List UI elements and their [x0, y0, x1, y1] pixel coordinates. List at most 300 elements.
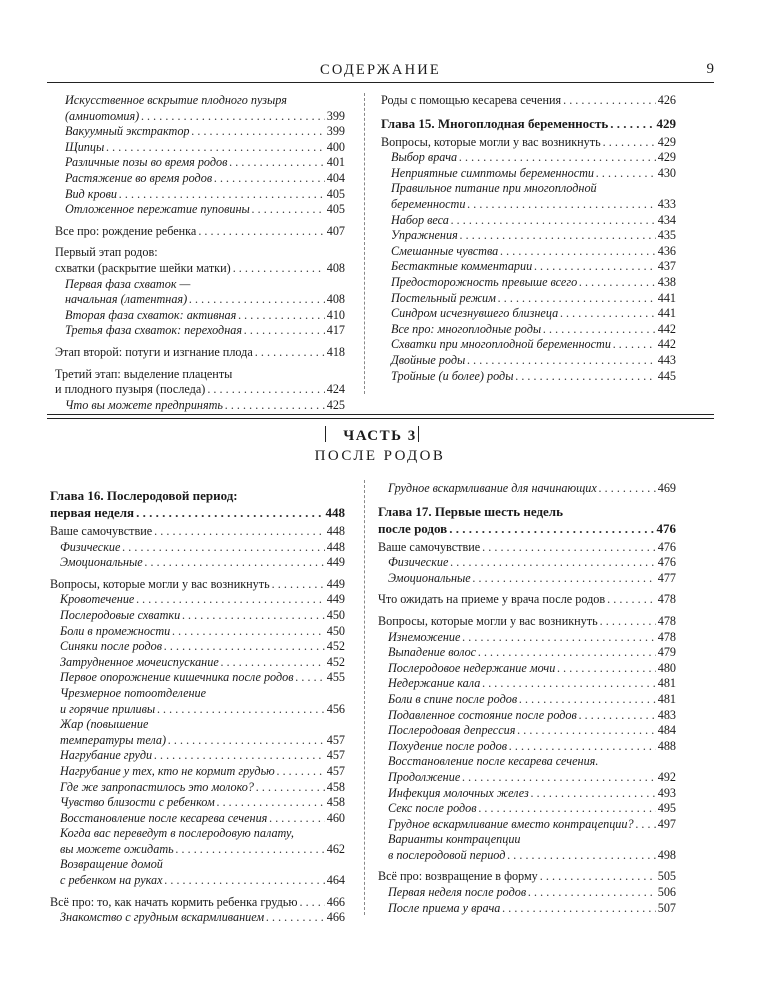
toc-entry-title: Жар (повышение: [60, 717, 149, 732]
dot-leader: [498, 291, 656, 307]
toc-page-number: 484: [657, 723, 676, 738]
dot-leader: [451, 213, 656, 229]
dot-leader: [540, 869, 656, 885]
toc-entry: [55, 187, 345, 203]
toc-page-number: 442: [657, 337, 676, 352]
dot-leader: [269, 811, 324, 827]
toc-entry: [381, 322, 676, 338]
toc-entry-title: Послеродовые схватки: [60, 607, 181, 622]
toc-page-number: 405: [326, 186, 345, 201]
dot-leader: [256, 780, 325, 796]
toc-entry-title: Возвращение домой: [60, 857, 163, 872]
toc-entry-title: Бестактные комментарии: [391, 259, 533, 274]
toc-page-number: 466: [326, 910, 345, 925]
toc-entry-title: Изнеможение: [388, 629, 461, 644]
toc-page-number: 435: [657, 228, 676, 243]
toc-entry: [50, 895, 345, 911]
toc-column-top-left: [55, 93, 345, 413]
dot-leader: [244, 323, 325, 339]
toc-page-number: 506: [657, 885, 676, 900]
toc-entry: [55, 308, 345, 324]
toc-entry: [381, 259, 676, 275]
toc-entry-title: Все про: многоплодные роды: [391, 321, 542, 336]
toc-entry: [55, 171, 345, 187]
toc-entry: [55, 140, 345, 156]
dot-leader: [164, 639, 325, 655]
toc-entry: [50, 639, 345, 655]
toc-entry-title-cont: в послеродовой период: [388, 847, 506, 862]
toc-entry-title: Синяки после родов: [60, 639, 163, 654]
dot-leader: [502, 901, 655, 917]
toc-page-number: 442: [657, 321, 676, 336]
toc-chapter-heading: [381, 115, 676, 132]
toc-page-number: 477: [657, 570, 676, 585]
toc-page-number: 464: [326, 873, 345, 888]
part-rule-thin: [47, 418, 714, 419]
toc-entry: [381, 275, 676, 291]
toc-entry-title: Варианты контрацепции: [388, 832, 521, 847]
dot-leader: [225, 398, 325, 414]
toc-entry: [381, 93, 676, 109]
toc-entry: [381, 353, 676, 369]
toc-entry-title: Чрезмерное потоотделение: [60, 685, 207, 700]
dot-leader: [607, 592, 656, 608]
dot-leader: [462, 630, 655, 646]
toc-entry-title: Щипцы: [65, 139, 105, 154]
toc-entry-title: Вопросы, которые могли у вас возникнуть: [50, 576, 270, 591]
toc-entry-title: После приема у врача: [388, 900, 501, 915]
toc-entry: [378, 754, 676, 785]
toc-entry-title: Все про: рождение ребенка: [55, 223, 197, 238]
toc-entry-title: Глава 15. Многоплодная беременность: [381, 115, 609, 131]
toc-entry: [378, 630, 676, 646]
toc-entry-title: Подавленное состояние после родов: [388, 707, 577, 722]
toc-entry: [378, 885, 676, 901]
toc-entry: [55, 224, 345, 240]
toc-entry: [378, 708, 676, 724]
toc-page-number: 430: [657, 165, 676, 180]
toc-entry: [55, 323, 345, 339]
toc-entry: [50, 811, 345, 827]
toc-entry: [381, 291, 676, 307]
dot-leader: [299, 895, 324, 911]
toc-entry-title: Роды с помощью кесарева сечения: [381, 93, 562, 107]
toc-entry: [378, 869, 676, 885]
toc-entry-title: Что вы можете предпринять: [65, 397, 223, 412]
toc-entry: [378, 676, 676, 692]
toc-entry: [381, 135, 676, 151]
dot-leader: [154, 524, 325, 540]
toc-page-number: 449: [326, 592, 345, 607]
part-rule-thick: [47, 414, 714, 415]
dot-leader: [543, 322, 656, 338]
dot-leader: [462, 770, 655, 786]
toc-entry-title: Эмоциональные: [388, 570, 471, 585]
toc-page-number: 457: [326, 748, 345, 763]
dot-leader: [189, 292, 325, 308]
toc-page-number: 436: [657, 243, 676, 258]
toc-page-number: 450: [326, 607, 345, 622]
dot-leader: [596, 166, 656, 182]
toc-entry-title: Первая фаза схваток —: [65, 276, 191, 291]
toc-entry-title-cont: первая неделя: [50, 505, 135, 520]
toc-entry-title: Предосторожность превыше всего: [391, 274, 578, 289]
toc-page-number: 481: [657, 676, 676, 691]
toc-entry: [50, 857, 345, 888]
toc-page-number: 408: [326, 292, 345, 307]
dot-leader: [266, 910, 325, 926]
toc-page-number: 452: [326, 639, 345, 654]
page-header: [47, 58, 714, 82]
toc-page-number: 457: [326, 732, 345, 747]
toc-entry-title: Похудение после родов: [388, 738, 508, 753]
dot-leader: [145, 555, 325, 571]
toc-entry: [50, 780, 345, 796]
dot-leader: [119, 187, 325, 203]
toc-entry-title: Что ожидать на приеме у врача после родов: [378, 592, 606, 607]
dot-leader: [509, 739, 656, 755]
toc-entry-title-cont: после родов: [378, 520, 448, 536]
toc-entry-title: Ваше самочувствие: [378, 539, 481, 554]
dot-leader: [459, 150, 656, 166]
toc-entry: [378, 801, 676, 817]
toc-page-number: 497: [657, 816, 676, 831]
toc-entry: [50, 608, 345, 624]
toc-page-number: 417: [326, 323, 345, 338]
dot-leader: [255, 345, 325, 361]
toc-page-number: 476: [657, 555, 676, 570]
toc-entry: [378, 692, 676, 708]
toc-entry-title: Всё про: то, как начать кормить ребенка грудью: [50, 894, 298, 909]
dot-leader: [560, 306, 656, 322]
toc-entry-title: Правильное питание при многоплодной: [391, 181, 597, 196]
toc-entry-title: Двойные роды: [391, 352, 466, 367]
toc-page-number: 429: [657, 134, 676, 149]
dot-leader: [136, 504, 323, 521]
toc-entry-title: Послеродовая депрессия: [388, 723, 516, 738]
toc-entry: [378, 555, 676, 571]
toc-entry: [378, 832, 676, 863]
toc-entry-title: Растяжение во время родов: [65, 170, 213, 185]
toc-entry-title: Недержание кала: [388, 676, 481, 691]
toc-entry-title: Ваше самочувствие: [50, 524, 153, 538]
toc-page-number: 483: [657, 707, 676, 722]
toc-entry-title: Третья фаза схваток: переходная: [65, 323, 243, 338]
toc-entry-title-cont: начальная (латентная): [65, 292, 188, 307]
toc-page-number: 478: [657, 613, 676, 628]
toc-page-number: 401: [326, 155, 345, 170]
toc-entry-title-cont: вы можете ожидать: [60, 841, 174, 856]
dot-leader: [122, 540, 324, 556]
toc-page-number: 492: [657, 769, 676, 784]
toc-page-number: 455: [326, 670, 345, 685]
dot-leader: [473, 571, 656, 587]
part-number: ЧАСТЬ 3: [343, 428, 417, 444]
toc-entry: [378, 723, 676, 739]
toc-page-number: 478: [657, 629, 676, 644]
toc-page-number: 466: [326, 894, 345, 909]
toc-entry: [50, 524, 345, 540]
dot-leader: [207, 382, 324, 398]
toc-page-number: 476: [657, 539, 676, 554]
toc-entry-title-cont: Продолжение: [388, 769, 461, 784]
toc-entry: [50, 592, 345, 608]
toc-entry: [50, 826, 345, 857]
dot-leader: [106, 140, 324, 156]
toc-page-number: 399: [326, 124, 345, 139]
dot-leader: [449, 520, 654, 537]
running-title: СОДЕРЖАНИЕ: [320, 62, 441, 78]
column-divider: [364, 93, 365, 394]
dot-leader: [515, 369, 655, 385]
toc-entry-title: Восстановление после кесарева сечения: [60, 810, 268, 825]
dot-leader: [450, 555, 655, 571]
toc-column-bottom-left: [50, 481, 345, 926]
dot-leader: [277, 764, 325, 780]
toc-page-number: 458: [326, 795, 345, 810]
toc-entry: [381, 337, 676, 353]
toc-entry: [55, 124, 345, 140]
toc-page-number: 404: [326, 170, 345, 185]
toc-entry: [50, 577, 345, 593]
dot-leader: [460, 228, 656, 244]
dot-leader: [217, 795, 325, 811]
toc-entry-title: Глава 16. Послеродовой период:: [50, 488, 238, 503]
toc-entry: [50, 795, 345, 811]
toc-page-number: 433: [657, 196, 676, 211]
column-divider: [364, 480, 365, 915]
toc-entry-title: Искусственное вскрытие плодного пузыря: [65, 93, 287, 107]
toc-entry: [50, 748, 345, 764]
toc-entry-title-cont: и плодного пузыря (последа): [55, 382, 206, 397]
toc-page-number: 507: [657, 900, 676, 915]
toc-entry-title: Всё про: возвращение в форму: [378, 869, 538, 884]
toc-page-number: 449: [326, 555, 345, 570]
toc-entry: [50, 555, 345, 571]
toc-entry-title: Глава 17. Первые шесть недель: [378, 503, 563, 519]
toc-entry-title: Тройные (и более) роды: [391, 368, 514, 383]
toc-page-number: 458: [326, 779, 345, 794]
dot-leader: [517, 723, 655, 739]
toc-entry: [378, 661, 676, 677]
toc-entry: [55, 398, 345, 414]
toc-entry-title: Вакуумный экстрактор: [65, 124, 190, 139]
dot-leader: [600, 614, 656, 630]
toc-entry-title-cont: и горячие приливы: [60, 701, 156, 716]
dot-leader: [613, 337, 656, 353]
toc-entry-title: Нагрубание у тех, кто не кормит грудью: [60, 763, 275, 778]
toc-entry: [50, 910, 345, 926]
toc-entry-title-cont: с ребенком на руках: [60, 873, 163, 888]
toc-page-number: 498: [657, 847, 676, 862]
toc-page-number: 405: [326, 202, 345, 217]
toc-page-number: 408: [326, 260, 345, 275]
toc-entry: [381, 181, 676, 212]
dot-leader: [507, 848, 655, 864]
toc-page-number: 480: [657, 660, 676, 675]
toc-page-number: 456: [326, 701, 345, 716]
toc-page-number: 495: [657, 801, 676, 816]
toc-page-number: 443: [657, 352, 676, 367]
dot-leader: [603, 135, 656, 151]
toc-entry-title: Кровотечение: [60, 592, 135, 607]
toc-entry-title: Выпадение волос: [388, 645, 477, 660]
toc-entry-title: Секс после родов: [388, 801, 477, 816]
toc-entry-title: Когда вас переведут в послеродовую палату,: [60, 826, 294, 841]
toc-page-number: 448: [326, 524, 345, 538]
toc-page-number: 450: [326, 623, 345, 638]
toc-page-number: 426: [657, 93, 676, 107]
dot-leader: [214, 171, 325, 187]
dot-leader: [500, 244, 655, 260]
toc-page-number: 505: [657, 869, 676, 884]
toc-page-number: 476: [656, 520, 676, 536]
toc-page-number: 460: [326, 810, 345, 825]
part-title: ПОСЛЕ РОДОВ: [314, 448, 446, 464]
toc-entry-title: Вопросы, которые могли у вас возникнуть: [378, 613, 598, 628]
toc-entry: [50, 686, 345, 717]
toc-page-number: 448: [325, 505, 345, 520]
toc-entry: [55, 93, 345, 124]
toc-entry-title-cont: беременности: [391, 196, 466, 211]
dot-leader: [233, 261, 325, 277]
toc-entry-title: Физические: [60, 539, 121, 554]
toc-entry: [50, 655, 345, 671]
toc-entry-title: Где же запропастилось это молоко?: [60, 779, 254, 794]
toc-page-number: 410: [326, 307, 345, 322]
toc-entry-title: Первое опорожнение кишечника после родов: [60, 670, 294, 685]
dot-leader: [229, 155, 324, 171]
toc-column-bottom-right: [378, 481, 676, 916]
dot-leader: [198, 224, 324, 240]
dot-leader: [467, 353, 655, 369]
toc-entry: [381, 166, 676, 182]
toc-entry: [381, 228, 676, 244]
toc-entry: [50, 717, 345, 748]
toc-entry: [378, 614, 676, 630]
toc-entry: [55, 367, 345, 398]
toc-entry-title: Боли в спине после родов: [388, 691, 518, 706]
toc-page-number: 493: [657, 785, 676, 800]
toc-entry-title: Вопросы, которые могли у вас возникнуть: [381, 134, 601, 149]
toc-entry: [381, 244, 676, 260]
dot-leader: [467, 197, 655, 213]
toc-entry: [50, 670, 345, 686]
toc-entry-title: Смешанные чувства: [391, 243, 499, 258]
dot-leader: [165, 873, 325, 889]
dot-leader: [479, 801, 656, 817]
toc-entry: [381, 306, 676, 322]
dot-leader: [296, 670, 325, 686]
toc-entry-title: Боли в промежности: [60, 623, 171, 638]
toc-entry: [55, 245, 345, 276]
toc-entry-title: Первая неделя после родов: [388, 885, 527, 900]
toc-entry: [378, 481, 676, 497]
toc-page-number: 429: [657, 150, 676, 165]
toc-page-number: 462: [326, 841, 345, 856]
dot-leader: [221, 655, 325, 671]
toc-entry-title: Затрудненное мочеиспускание: [60, 654, 219, 669]
header-rule: [47, 82, 714, 83]
toc-entry-title: Третий этап: выделение плаценты: [55, 366, 233, 381]
toc-page-number: 429: [656, 115, 676, 131]
toc-entry-title: Вторая фаза схваток: активная: [65, 307, 237, 322]
toc-entry: [55, 155, 345, 171]
toc-entry-title-cont: схватки (раскрытие шейки матки): [55, 260, 231, 275]
dot-leader: [610, 115, 654, 132]
toc-entry-title-cont: температуры тела): [60, 732, 167, 747]
dot-leader: [531, 786, 656, 802]
dot-leader: [272, 577, 325, 593]
dot-leader: [192, 124, 325, 140]
toc-page-number: 449: [326, 576, 345, 591]
toc-entry-title: Инфекция молочных желез: [388, 785, 529, 800]
dot-leader: [599, 481, 656, 497]
toc-entry-title: Знакомство с грудным вскармливанием: [60, 910, 265, 925]
toc-entry-title: Выбор врача: [391, 150, 458, 165]
toc-entry-title: Физические: [388, 555, 449, 570]
dot-leader: [182, 608, 325, 624]
toc-entry: [55, 345, 345, 361]
toc-entry: [378, 901, 676, 917]
dot-leader: [157, 702, 325, 718]
toc-entry-title: Первый этап родов:: [55, 245, 158, 260]
toc-chapter-heading: [50, 487, 345, 521]
toc-column-top-right: [381, 93, 676, 384]
dot-leader: [636, 817, 656, 833]
toc-entry: [378, 739, 676, 755]
toc-page-number: 407: [326, 223, 345, 238]
toc-entry: [378, 645, 676, 661]
toc-page-number: 434: [657, 212, 676, 227]
toc-entry: [381, 213, 676, 229]
toc-entry-title: Эмоциональные: [60, 555, 143, 570]
dot-leader: [528, 885, 656, 901]
dot-leader: [168, 733, 325, 749]
dot-leader: [238, 308, 324, 324]
dot-leader: [534, 259, 656, 275]
toc-entry-title: Вид крови: [65, 186, 118, 201]
toc-entry-title: Послеродовое недержание мочи: [388, 660, 556, 675]
toc-page-number: 418: [326, 344, 345, 359]
toc-entry-title: Восстановление после кесарева сечения.: [388, 754, 599, 769]
toc-entry-title: Различные позы во время родов: [65, 155, 228, 170]
toc-entry-title: Схватки при многоплодной беременности: [391, 337, 611, 352]
toc-entry-title: Постельный режим: [391, 290, 496, 305]
toc-entry-title: Грудное вскармливание вместо контрацепции?: [388, 816, 634, 831]
dot-leader: [252, 202, 325, 218]
toc-page-number: 438: [657, 274, 676, 289]
toc-entry: [381, 369, 676, 385]
toc-entry-title: Нагрубание груди: [60, 748, 153, 763]
toc-page-number: 441: [657, 306, 676, 321]
toc-page-number: 452: [326, 654, 345, 669]
toc-entry: [50, 624, 345, 640]
toc-entry: [378, 592, 676, 608]
toc-entry-title: Отложенное пережатие пуповины: [65, 202, 250, 217]
toc-entry-title: Упражнения: [391, 228, 458, 243]
dot-leader: [141, 109, 325, 125]
toc-entry-title: Грудное вскармливание для начинающих: [388, 481, 597, 495]
dot-leader: [557, 661, 655, 677]
toc-chapter-heading: [378, 503, 676, 537]
toc-entry-title: Синдром исчезнувшего близнеца: [391, 306, 559, 321]
toc-page-number: 424: [326, 382, 345, 397]
toc-entry-title: Чувство близости с ребенком: [60, 795, 215, 810]
toc-entry-title: Неприятные симптомы беременности: [391, 165, 595, 180]
dot-leader: [172, 624, 324, 640]
toc-entry-title-cont: (амниотомия): [65, 108, 140, 123]
